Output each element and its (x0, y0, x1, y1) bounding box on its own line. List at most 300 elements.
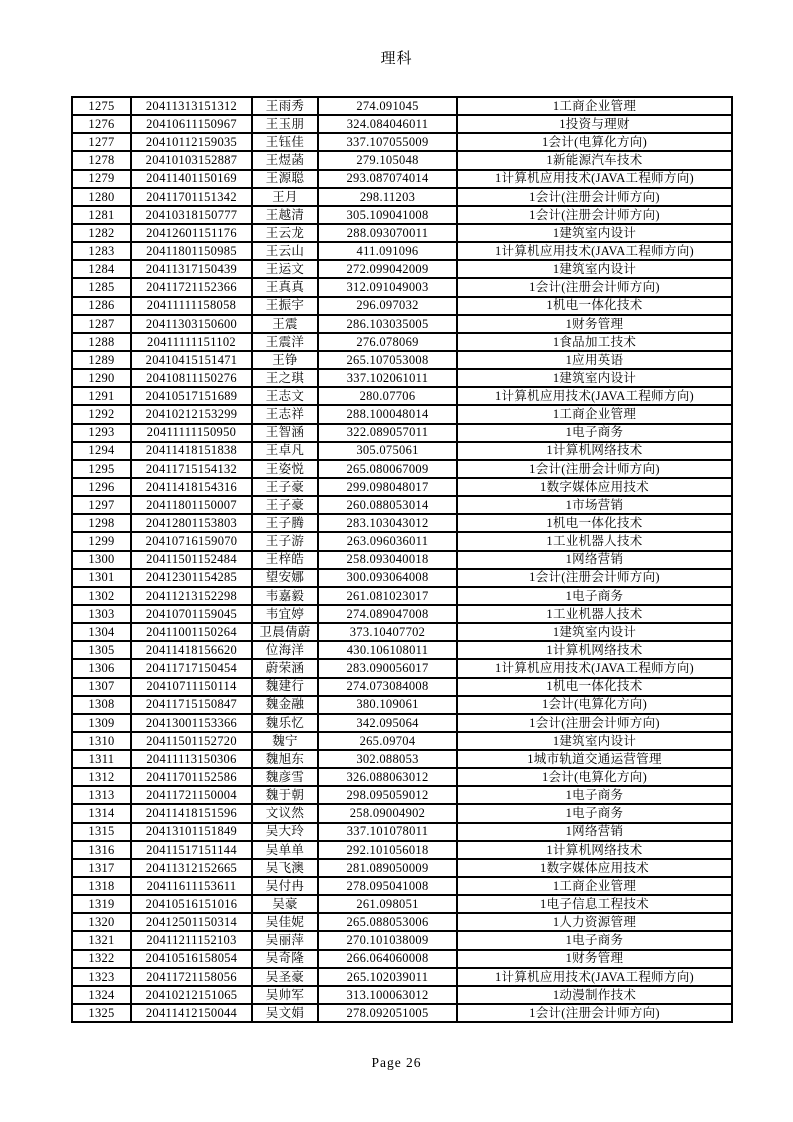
row-index-cell: 1283 (72, 242, 131, 260)
table-row (72, 641, 732, 659)
table-row (72, 514, 732, 532)
student-id-cell: 20411111150950 (131, 424, 252, 442)
student-name-cell: 吴付冉 (252, 877, 318, 895)
student-id-cell: 20411213152298 (131, 587, 252, 605)
score-table-body (72, 97, 732, 1022)
student-name-cell: 王震 (252, 315, 318, 333)
score-cell: 279.105048 (318, 151, 457, 169)
table-row (72, 659, 732, 677)
student-name-cell: 魏于朝 (252, 786, 318, 804)
row-index-cell: 1303 (72, 605, 131, 623)
score-cell: 283.090056017 (318, 659, 457, 677)
student-id-cell: 20411721158056 (131, 968, 252, 986)
table-row (72, 696, 732, 714)
major-cell: 1电子商务 (457, 931, 732, 949)
major-cell: 1机电一体化技术 (457, 678, 732, 696)
student-name-cell: 王铮 (252, 351, 318, 369)
table-row (72, 986, 732, 1004)
student-id-cell: 20410212151065 (131, 986, 252, 1004)
table-row (72, 841, 732, 859)
score-cell: 305.109041008 (318, 206, 457, 224)
student-name-cell: 王越清 (252, 206, 318, 224)
student-name-cell: 王源聪 (252, 170, 318, 188)
table-row (72, 387, 732, 405)
major-cell: 1计算机应用技术(JAVA工程师方向) (457, 170, 732, 188)
score-cell: 286.103035005 (318, 315, 457, 333)
student-name-cell: 吴飞澳 (252, 859, 318, 877)
score-cell: 313.100063012 (318, 986, 457, 1004)
row-index-cell: 1304 (72, 623, 131, 641)
row-index-cell: 1298 (72, 514, 131, 532)
student-id-cell: 20411715150847 (131, 696, 252, 714)
student-id-cell: 20412301154285 (131, 569, 252, 587)
student-name-cell: 魏宁 (252, 732, 318, 750)
major-cell: 1工商企业管理 (457, 97, 732, 115)
major-cell: 1会计(注册会计师方向) (457, 206, 732, 224)
student-name-cell: 王雨秀 (252, 97, 318, 115)
student-id-cell: 20411313151312 (131, 97, 252, 115)
major-cell: 1计算机网络技术 (457, 442, 732, 460)
row-index-cell: 1324 (72, 986, 131, 1004)
student-id-cell: 20410112159035 (131, 133, 252, 151)
student-id-cell: 20411721150004 (131, 786, 252, 804)
student-id-cell: 20411701152586 (131, 768, 252, 786)
score-cell: 324.084046011 (318, 115, 457, 133)
score-cell: 380.109061 (318, 696, 457, 714)
student-name-cell: 王玉朋 (252, 115, 318, 133)
table-row (72, 315, 732, 333)
major-cell: 1工商企业管理 (457, 405, 732, 423)
student-id-cell: 20412801153803 (131, 514, 252, 532)
student-id-cell: 20411303150600 (131, 315, 252, 333)
student-name-cell: 魏金融 (252, 696, 318, 714)
row-index-cell: 1276 (72, 115, 131, 133)
score-table (71, 96, 733, 1023)
table-row (72, 333, 732, 351)
score-cell: 326.088063012 (318, 768, 457, 786)
student-id-cell: 20410212153299 (131, 405, 252, 423)
major-cell: 1数字媒体应用技术 (457, 478, 732, 496)
row-index-cell: 1316 (72, 841, 131, 859)
major-cell: 1网络营销 (457, 551, 732, 569)
row-index-cell: 1323 (72, 968, 131, 986)
student-id-cell: 20411001150264 (131, 623, 252, 641)
row-index-cell: 1279 (72, 170, 131, 188)
table-row (72, 405, 732, 423)
major-cell: 1应用英语 (457, 351, 732, 369)
student-name-cell: 王子豪 (252, 478, 318, 496)
row-index-cell: 1318 (72, 877, 131, 895)
score-cell: 263.096036011 (318, 532, 457, 550)
student-name-cell: 吴圣豪 (252, 968, 318, 986)
student-id-cell: 20411211152103 (131, 931, 252, 949)
score-cell: 337.101078011 (318, 823, 457, 841)
major-cell: 1计算机网络技术 (457, 641, 732, 659)
student-name-cell: 吴奇隆 (252, 950, 318, 968)
row-index-cell: 1315 (72, 823, 131, 841)
row-index-cell: 1284 (72, 260, 131, 278)
row-index-cell: 1288 (72, 333, 131, 351)
student-name-cell: 王姿悦 (252, 460, 318, 478)
table-row (72, 424, 732, 442)
major-cell: 1会计(电算化方向) (457, 696, 732, 714)
score-cell: 299.098048017 (318, 478, 457, 496)
table-row (72, 351, 732, 369)
row-index-cell: 1300 (72, 551, 131, 569)
row-index-cell: 1314 (72, 804, 131, 822)
student-name-cell: 王子游 (252, 532, 318, 550)
student-id-cell: 20410811150276 (131, 369, 252, 387)
student-id-cell: 20410516158054 (131, 950, 252, 968)
page-number: Page 26 (371, 1055, 422, 1070)
student-id-cell: 20412501150314 (131, 913, 252, 931)
row-index-cell: 1312 (72, 768, 131, 786)
score-cell: 276.078069 (318, 333, 457, 351)
student-id-cell: 20410103152887 (131, 151, 252, 169)
student-name-cell: 吴豪 (252, 895, 318, 913)
student-name-cell: 吴文娟 (252, 1004, 318, 1022)
row-index-cell: 1299 (72, 532, 131, 550)
table-row (72, 750, 732, 768)
major-cell: 1机电一体化技术 (457, 514, 732, 532)
student-name-cell: 吴佳妮 (252, 913, 318, 931)
student-name-cell: 王子豪 (252, 496, 318, 514)
row-index-cell: 1295 (72, 460, 131, 478)
major-cell: 1电子信息工程技术 (457, 895, 732, 913)
student-name-cell: 王运文 (252, 260, 318, 278)
score-cell: 300.093064008 (318, 569, 457, 587)
major-cell: 1计算机网络技术 (457, 841, 732, 859)
student-id-cell: 20412601151176 (131, 224, 252, 242)
table-row (72, 532, 732, 550)
score-cell: 270.101038009 (318, 931, 457, 949)
student-name-cell: 吴帅军 (252, 986, 318, 1004)
row-index-cell: 1322 (72, 950, 131, 968)
score-cell: 288.093070011 (318, 224, 457, 242)
score-cell: 430.106108011 (318, 641, 457, 659)
student-id-cell: 20410716159070 (131, 532, 252, 550)
table-row (72, 369, 732, 387)
student-id-cell: 20410711150114 (131, 678, 252, 696)
score-cell: 274.073084008 (318, 678, 457, 696)
table-row (72, 968, 732, 986)
student-id-cell: 20410701159045 (131, 605, 252, 623)
major-cell: 1建筑室内设计 (457, 224, 732, 242)
score-cell: 312.091049003 (318, 278, 457, 296)
student-id-cell: 20411721152366 (131, 278, 252, 296)
table-row (72, 297, 732, 315)
score-cell: 337.107055009 (318, 133, 457, 151)
score-cell: 411.091096 (318, 242, 457, 260)
student-id-cell: 20411418151596 (131, 804, 252, 822)
major-cell: 1建筑室内设计 (457, 369, 732, 387)
score-cell: 278.092051005 (318, 1004, 457, 1022)
score-cell: 337.102061011 (318, 369, 457, 387)
student-name-cell: 韦嘉毅 (252, 587, 318, 605)
row-index-cell: 1307 (72, 678, 131, 696)
table-row (72, 442, 732, 460)
table-row (72, 460, 732, 478)
major-cell: 1新能源汽车技术 (457, 151, 732, 169)
score-cell: 258.09004902 (318, 804, 457, 822)
score-cell: 265.107053008 (318, 351, 457, 369)
score-cell: 342.095064 (318, 714, 457, 732)
student-name-cell: 王振宇 (252, 297, 318, 315)
major-cell: 1会计(注册会计师方向) (457, 460, 732, 478)
row-index-cell: 1285 (72, 278, 131, 296)
row-index-cell: 1287 (72, 315, 131, 333)
score-cell: 305.075061 (318, 442, 457, 460)
table-row (72, 569, 732, 587)
student-id-cell: 20411801150007 (131, 496, 252, 514)
major-cell: 1电子商务 (457, 424, 732, 442)
row-index-cell: 1275 (72, 97, 131, 115)
score-cell: 298.11203 (318, 188, 457, 206)
table-row (72, 859, 732, 877)
student-name-cell: 吴单单 (252, 841, 318, 859)
student-name-cell: 王志祥 (252, 405, 318, 423)
row-index-cell: 1301 (72, 569, 131, 587)
student-id-cell: 20411701151342 (131, 188, 252, 206)
student-id-cell: 20410611150967 (131, 115, 252, 133)
row-index-cell: 1308 (72, 696, 131, 714)
row-index-cell: 1296 (72, 478, 131, 496)
student-name-cell: 魏旭东 (252, 750, 318, 768)
row-index-cell: 1280 (72, 188, 131, 206)
row-index-cell: 1297 (72, 496, 131, 514)
score-cell: 274.091045 (318, 97, 457, 115)
major-cell: 1工业机器人技术 (457, 605, 732, 623)
student-name-cell: 王震洋 (252, 333, 318, 351)
table-row (72, 786, 732, 804)
major-cell: 1建筑室内设计 (457, 260, 732, 278)
student-name-cell: 吴大玲 (252, 823, 318, 841)
student-name-cell: 王月 (252, 188, 318, 206)
student-id-cell: 20410318150777 (131, 206, 252, 224)
table-row (72, 804, 732, 822)
row-index-cell: 1282 (72, 224, 131, 242)
major-cell: 1会计(注册会计师方向) (457, 278, 732, 296)
major-cell: 1数字媒体应用技术 (457, 859, 732, 877)
student-name-cell: 王子腾 (252, 514, 318, 532)
score-cell: 258.093040018 (318, 551, 457, 569)
student-name-cell: 王钰佳 (252, 133, 318, 151)
table-row (72, 678, 732, 696)
major-cell: 1会计(电算化方向) (457, 133, 732, 151)
row-index-cell: 1292 (72, 405, 131, 423)
score-cell: 283.103043012 (318, 514, 457, 532)
score-cell: 266.064060008 (318, 950, 457, 968)
student-name-cell: 王志文 (252, 387, 318, 405)
table-row (72, 931, 732, 949)
table-row (72, 732, 732, 750)
student-id-cell: 20411412150044 (131, 1004, 252, 1022)
student-id-cell: 20411312152665 (131, 859, 252, 877)
student-name-cell: 蔚荣涵 (252, 659, 318, 677)
student-id-cell: 20411501152484 (131, 551, 252, 569)
score-cell: 298.095059012 (318, 786, 457, 804)
score-cell: 292.101056018 (318, 841, 457, 859)
score-cell: 265.09704 (318, 732, 457, 750)
major-cell: 1会计(注册会计师方向) (457, 188, 732, 206)
row-index-cell: 1305 (72, 641, 131, 659)
major-cell: 1食品加工技术 (457, 333, 732, 351)
table-row (72, 1004, 732, 1022)
major-cell: 1会计(注册会计师方向) (457, 569, 732, 587)
student-name-cell: 位海洋 (252, 641, 318, 659)
table-row (72, 278, 732, 296)
student-name-cell: 王煜菡 (252, 151, 318, 169)
row-index-cell: 1320 (72, 913, 131, 931)
table-row (72, 97, 732, 115)
table-row (72, 260, 732, 278)
row-index-cell: 1302 (72, 587, 131, 605)
table-row (72, 768, 732, 786)
score-cell: 265.102039011 (318, 968, 457, 986)
student-id-cell: 20411317150439 (131, 260, 252, 278)
score-cell: 265.080067009 (318, 460, 457, 478)
student-name-cell: 王之琪 (252, 369, 318, 387)
table-row (72, 551, 732, 569)
major-cell: 1电子商务 (457, 587, 732, 605)
student-id-cell: 20410415151471 (131, 351, 252, 369)
student-id-cell: 20411517151144 (131, 841, 252, 859)
major-cell: 1会计(电算化方向) (457, 768, 732, 786)
score-cell: 281.089050009 (318, 859, 457, 877)
row-index-cell: 1294 (72, 442, 131, 460)
row-index-cell: 1286 (72, 297, 131, 315)
student-name-cell: 王云龙 (252, 224, 318, 242)
student-name-cell: 望安娜 (252, 569, 318, 587)
row-index-cell: 1293 (72, 424, 131, 442)
table-row (72, 170, 732, 188)
score-cell: 293.087074014 (318, 170, 457, 188)
row-index-cell: 1311 (72, 750, 131, 768)
major-cell: 1财务管理 (457, 315, 732, 333)
student-name-cell: 魏彦雪 (252, 768, 318, 786)
table-row (72, 496, 732, 514)
row-index-cell: 1289 (72, 351, 131, 369)
table-row (72, 587, 732, 605)
student-name-cell: 卫晨倩蔚 (252, 623, 318, 641)
row-index-cell: 1313 (72, 786, 131, 804)
row-index-cell: 1291 (72, 387, 131, 405)
table-row (72, 224, 732, 242)
row-index-cell: 1306 (72, 659, 131, 677)
student-name-cell: 魏乐忆 (252, 714, 318, 732)
row-index-cell: 1317 (72, 859, 131, 877)
student-id-cell: 20411717150454 (131, 659, 252, 677)
student-id-cell: 20411501152720 (131, 732, 252, 750)
student-id-cell: 20413101151849 (131, 823, 252, 841)
student-id-cell: 20411801150985 (131, 242, 252, 260)
student-name-cell: 王真真 (252, 278, 318, 296)
table-row (72, 623, 732, 641)
major-cell: 1人力资源管理 (457, 913, 732, 931)
row-index-cell: 1309 (72, 714, 131, 732)
score-cell: 296.097032 (318, 297, 457, 315)
score-cell: 265.088053006 (318, 913, 457, 931)
table-row (72, 242, 732, 260)
score-cell: 272.099042009 (318, 260, 457, 278)
student-id-cell: 20410516151016 (131, 895, 252, 913)
row-index-cell: 1319 (72, 895, 131, 913)
table-row (72, 913, 732, 931)
score-cell: 278.095041008 (318, 877, 457, 895)
major-cell: 1动漫制作技术 (457, 986, 732, 1004)
student-name-cell: 文议然 (252, 804, 318, 822)
major-cell: 1会计(注册会计师方向) (457, 1004, 732, 1022)
major-cell: 1计算机应用技术(JAVA工程师方向) (457, 968, 732, 986)
table-row (72, 151, 732, 169)
row-index-cell: 1277 (72, 133, 131, 151)
score-cell: 274.089047008 (318, 605, 457, 623)
major-cell: 1工业机器人技术 (457, 532, 732, 550)
major-cell: 1机电一体化技术 (457, 297, 732, 315)
student-id-cell: 20410517151689 (131, 387, 252, 405)
student-name-cell: 韦宜婷 (252, 605, 318, 623)
score-cell: 280.07706 (318, 387, 457, 405)
student-id-cell: 20411111158058 (131, 297, 252, 315)
student-id-cell: 20411113150306 (131, 750, 252, 768)
score-cell: 261.081023017 (318, 587, 457, 605)
score-cell: 288.100048014 (318, 405, 457, 423)
row-index-cell: 1325 (72, 1004, 131, 1022)
major-cell: 1建筑室内设计 (457, 732, 732, 750)
major-cell: 1城市轨道交通运营管理 (457, 750, 732, 768)
student-id-cell: 20411401150169 (131, 170, 252, 188)
score-cell: 302.088053 (318, 750, 457, 768)
major-cell: 1网络营销 (457, 823, 732, 841)
row-index-cell: 1278 (72, 151, 131, 169)
table-row (72, 714, 732, 732)
student-id-cell: 20411418151838 (131, 442, 252, 460)
row-index-cell: 1310 (72, 732, 131, 750)
major-cell: 1会计(注册会计师方向) (457, 714, 732, 732)
major-cell: 1电子商务 (457, 804, 732, 822)
score-cell: 261.098051 (318, 895, 457, 913)
student-name-cell: 魏建行 (252, 678, 318, 696)
major-cell: 1工商企业管理 (457, 877, 732, 895)
score-cell: 260.088053014 (318, 496, 457, 514)
major-cell: 1建筑室内设计 (457, 623, 732, 641)
row-index-cell: 1290 (72, 369, 131, 387)
student-id-cell: 20411418154316 (131, 478, 252, 496)
major-cell: 1财务管理 (457, 950, 732, 968)
table-row (72, 895, 732, 913)
student-id-cell: 20411611153611 (131, 877, 252, 895)
major-cell: 1市场营销 (457, 496, 732, 514)
score-cell: 322.089057011 (318, 424, 457, 442)
table-row (72, 605, 732, 623)
student-name-cell: 吴丽萍 (252, 931, 318, 949)
student-id-cell: 20413001153366 (131, 714, 252, 732)
student-id-cell: 20411715154132 (131, 460, 252, 478)
page-title: 理科 (380, 51, 413, 67)
student-name-cell: 王梓皓 (252, 551, 318, 569)
table-row (72, 877, 732, 895)
table-row (72, 206, 732, 224)
major-cell: 1计算机应用技术(JAVA工程师方向) (457, 659, 732, 677)
student-id-cell: 20411111151102 (131, 333, 252, 351)
table-row (72, 478, 732, 496)
major-cell: 1电子商务 (457, 786, 732, 804)
table-row (72, 115, 732, 133)
student-name-cell: 王云山 (252, 242, 318, 260)
student-name-cell: 王卓凡 (252, 442, 318, 460)
student-id-cell: 20411418156620 (131, 641, 252, 659)
major-cell: 1计算机应用技术(JAVA工程师方向) (457, 387, 732, 405)
